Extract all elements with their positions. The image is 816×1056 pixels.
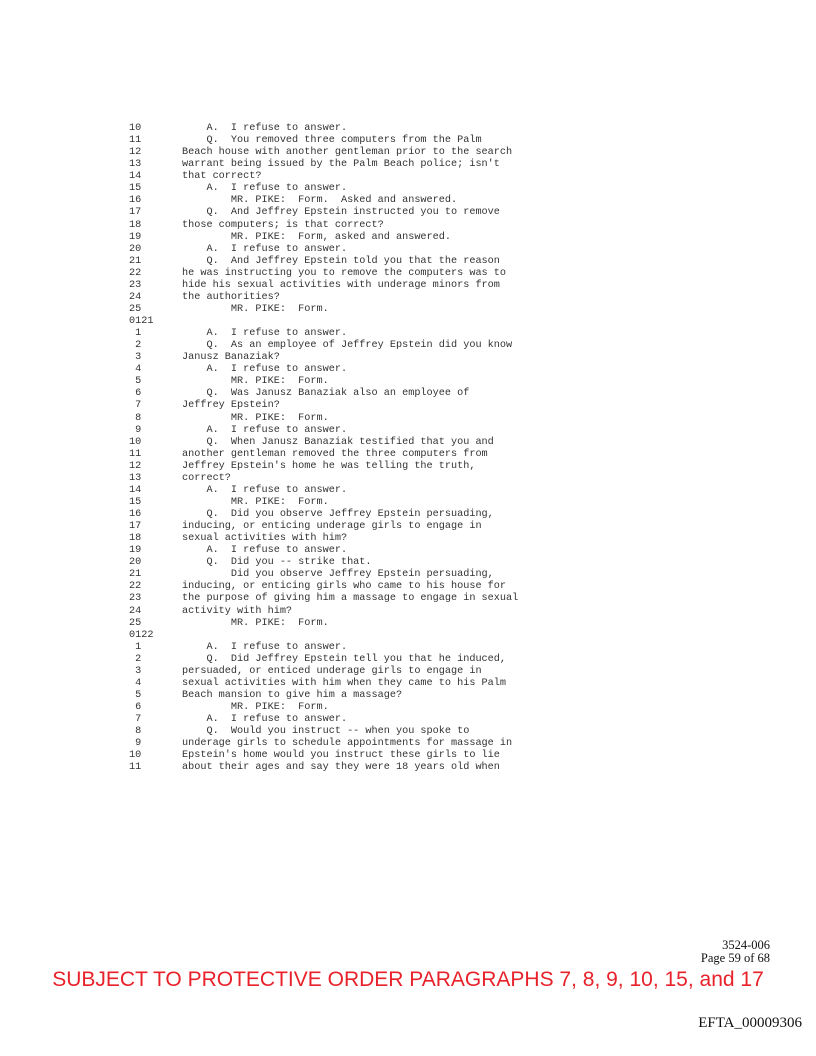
- transcript-line: [0, 654, 816, 666]
- transcript-line: [0, 521, 816, 533]
- line-number: 7: [129, 400, 142, 412]
- line-number: 12: [129, 147, 142, 159]
- line-text: Q. You removed three computers from the Palm: [182, 135, 482, 147]
- line-number: 9: [129, 738, 142, 750]
- line-text: underage girls to schedule appointments for massage in: [182, 738, 513, 750]
- transcript-line: [0, 352, 816, 364]
- line-text: he was instructing you to remove the computers was to: [182, 267, 507, 279]
- line-number: 13: [129, 472, 142, 484]
- line-text: A. I refuse to answer.: [182, 484, 348, 496]
- transcript-line: [0, 207, 816, 219]
- line-text: A. I refuse to answer.: [182, 545, 348, 557]
- line-text: A. I refuse to answer.: [182, 714, 348, 726]
- line-number: 20: [129, 557, 142, 569]
- transcript-line: [0, 364, 816, 376]
- line-text: A. I refuse to answer.: [182, 641, 348, 653]
- line-number: 2: [129, 653, 142, 665]
- line-text: Q. Was Janusz Banaziak also an employee of: [182, 388, 470, 400]
- line-number: 16: [129, 509, 142, 520]
- transcript-line: [0, 147, 816, 159]
- line-number: 10: [129, 123, 142, 134]
- transcript-line: [0, 642, 816, 654]
- line-text: Q. And Jeffrey Epstein told you that the reason: [182, 255, 500, 267]
- transcript-line: [0, 726, 816, 738]
- line-text: Q. Would you instruct -- when you spoke to: [182, 726, 470, 738]
- line-text: Beach house with another gentleman prior to the search: [182, 147, 513, 159]
- line-number: 22: [129, 267, 142, 279]
- line-number: 23: [129, 279, 142, 291]
- line-text: Did you observe Jeffrey Epstein persuading,: [182, 569, 494, 581]
- line-number: 21: [129, 255, 142, 267]
- transcript-line: [0, 340, 816, 352]
- transcript-line: [0, 171, 816, 183]
- line-number: 6: [129, 702, 142, 713]
- line-text: that correct?: [182, 171, 262, 183]
- line-number: 23: [129, 593, 142, 605]
- line-number: 0122: [129, 629, 154, 641]
- transcript-line: [0, 413, 816, 425]
- line-text: sexual activities with him when they came to his Palm: [182, 677, 507, 689]
- line-text: MR. PIKE: Form. Asked and answered.: [182, 195, 458, 207]
- transcript-line: [0, 569, 816, 581]
- line-text: Beach mansion to give him a massage?: [182, 689, 403, 701]
- page-counter: Page 59 of 68: [700, 951, 770, 965]
- line-number: 15: [129, 183, 142, 195]
- line-number: 21: [129, 569, 142, 581]
- transcript-line: [0, 268, 816, 280]
- line-text: Q. As an employee of Jeffrey Epstein did you know: [182, 340, 513, 352]
- transcript-line: [0, 461, 816, 473]
- transcript-line: [0, 702, 816, 714]
- line-number: 20: [129, 243, 142, 255]
- transcript-line: [0, 376, 816, 388]
- document-reference: [701, 939, 770, 965]
- line-number: 17: [129, 207, 142, 219]
- transcript-line: [0, 388, 816, 400]
- doc-number: 3524-006: [722, 938, 770, 952]
- line-number: 14: [129, 171, 142, 183]
- line-number: 25: [129, 617, 142, 629]
- transcript-line: [0, 714, 816, 726]
- line-text: the authorities?: [182, 291, 280, 303]
- transcript-line: [0, 256, 816, 268]
- transcript-line: [0, 328, 816, 340]
- line-number: 15: [129, 496, 142, 508]
- line-number: 7: [129, 714, 142, 726]
- transcript-line: [0, 292, 816, 304]
- line-number: 3: [129, 352, 142, 364]
- transcript-line: [0, 220, 816, 232]
- transcript-line: [0, 473, 816, 485]
- line-text: A. I refuse to answer.: [182, 243, 348, 255]
- transcript-line: [0, 497, 816, 509]
- line-number: 8: [129, 412, 142, 424]
- transcript-line: [0, 232, 816, 244]
- line-number: 17: [129, 521, 142, 533]
- transcript-line: [0, 606, 816, 618]
- line-text: inducing, or enticing girls who came to his house for: [182, 581, 507, 593]
- transcript-line: [0, 159, 816, 171]
- transcript-line: [0, 762, 816, 774]
- line-text: A. I refuse to answer.: [182, 364, 348, 376]
- line-text: activity with him?: [182, 605, 293, 617]
- line-text: A. I refuse to answer.: [182, 123, 348, 134]
- line-text: Q. Did you -- strike that.: [182, 557, 372, 569]
- bates-number: EFTA_00009306: [698, 1015, 802, 1031]
- transcript-line: [0, 533, 816, 545]
- line-number: 1: [129, 328, 142, 340]
- transcript-line: [0, 593, 816, 605]
- transcript-line: [0, 618, 816, 630]
- line-text: hide his sexual activities with underage minors from: [182, 279, 500, 291]
- line-text: about their ages and say they were 18 years old when: [182, 762, 500, 774]
- transcript-line: [0, 304, 816, 316]
- line-number: 22: [129, 581, 142, 593]
- line-text: MR. PIKE: Form.: [182, 496, 329, 508]
- line-text: the purpose of giving him a massage to engage in sexual: [182, 593, 519, 605]
- line-number: 11: [129, 448, 142, 460]
- line-number: 24: [129, 291, 142, 303]
- transcript-line: [0, 666, 816, 678]
- transcript-line: [0, 557, 816, 569]
- line-text: MR. PIKE: Form, asked and answered.: [182, 231, 451, 243]
- transcript-line: [0, 135, 816, 147]
- transcript-line: [0, 581, 816, 593]
- transcript-line: [0, 630, 816, 642]
- line-text: Jeffrey Epstein?: [182, 400, 280, 412]
- line-number: 14: [129, 484, 142, 496]
- line-text: A. I refuse to answer.: [182, 183, 348, 195]
- line-number: 8: [129, 726, 142, 738]
- line-number: 24: [129, 605, 142, 617]
- line-number: 25: [129, 303, 142, 315]
- line-text: Q. Did Jeffrey Epstein tell you that he induced,: [182, 653, 507, 665]
- line-number: 1: [129, 641, 142, 653]
- transcript-line: [0, 195, 816, 207]
- transcript-line: [0, 316, 816, 328]
- line-number: 10: [129, 436, 142, 448]
- line-number: 19: [129, 231, 142, 243]
- transcript-line: [0, 678, 816, 690]
- line-number: 5: [129, 376, 142, 388]
- line-text: sexual activities with him?: [182, 533, 348, 545]
- line-number: 19: [129, 545, 142, 557]
- line-number: 6: [129, 388, 142, 400]
- line-number: 18: [129, 219, 142, 231]
- line-text: Jeffrey Epstein's home he was telling the truth,: [182, 460, 476, 472]
- line-text: Epstein's home would you instruct these girls to lie: [182, 750, 500, 762]
- line-text: Q. And Jeffrey Epstein instructed you to remove: [182, 207, 500, 219]
- transcript-line: [0, 690, 816, 702]
- line-text: another gentleman removed the three computers from: [182, 448, 488, 460]
- line-text: Janusz Banaziak?: [182, 352, 280, 364]
- line-number: 4: [129, 364, 142, 376]
- line-number: 10: [129, 750, 142, 762]
- line-number: 3: [129, 665, 142, 677]
- line-number: 11: [129, 135, 142, 147]
- line-text: MR. PIKE: Form.: [182, 412, 329, 424]
- line-text: MR. PIKE: Form.: [182, 303, 329, 315]
- transcript-line: [0, 244, 816, 256]
- line-text: correct?: [182, 472, 231, 484]
- line-number: 12: [129, 460, 142, 472]
- transcript-line: [0, 449, 816, 461]
- line-number: 16: [129, 195, 142, 207]
- line-text: A. I refuse to answer.: [182, 424, 348, 436]
- line-number: 2: [129, 340, 142, 352]
- line-text: Q. When Janusz Banaziak testified that you and: [182, 436, 494, 448]
- line-number: 11: [129, 762, 142, 774]
- line-text: warrant being issued by the Palm Beach police; isn't: [182, 159, 500, 171]
- line-number: 5: [129, 689, 142, 701]
- transcript-line: [0, 183, 816, 195]
- transcript-line: [0, 123, 816, 135]
- protective-order-notice: SUBJECT TO PROTECTIVE ORDER PARAGRAPHS 7, 8, 9, 10, 15, and 17: [52, 968, 764, 991]
- transcript-line: [0, 485, 816, 497]
- line-text: MR. PIKE: Form.: [182, 617, 329, 629]
- transcript-line: [0, 425, 816, 437]
- line-text: inducing, or enticing underage girls to engage in: [182, 521, 482, 533]
- line-text: A. I refuse to answer.: [182, 328, 348, 340]
- line-text: MR. PIKE: Form.: [182, 702, 329, 713]
- transcript-line: [0, 545, 816, 557]
- line-text: MR. PIKE: Form.: [182, 376, 329, 388]
- transcript-line: [0, 750, 816, 762]
- line-text: persuaded, or enticed underage girls to engage in: [182, 665, 482, 677]
- line-number: 0121: [129, 316, 154, 327]
- line-number: 18: [129, 533, 142, 545]
- transcript-line: [0, 509, 816, 521]
- line-number: 4: [129, 677, 142, 689]
- deposition-transcript: [0, 123, 816, 774]
- transcript-line: [0, 280, 816, 292]
- transcript-line: [0, 437, 816, 449]
- line-number: 9: [129, 424, 142, 436]
- line-text: those computers; is that correct?: [182, 219, 384, 231]
- line-number: 13: [129, 159, 142, 171]
- line-text: Q. Did you observe Jeffrey Epstein persuading,: [182, 509, 494, 520]
- transcript-line: [0, 400, 816, 412]
- transcript-line: [0, 738, 816, 750]
